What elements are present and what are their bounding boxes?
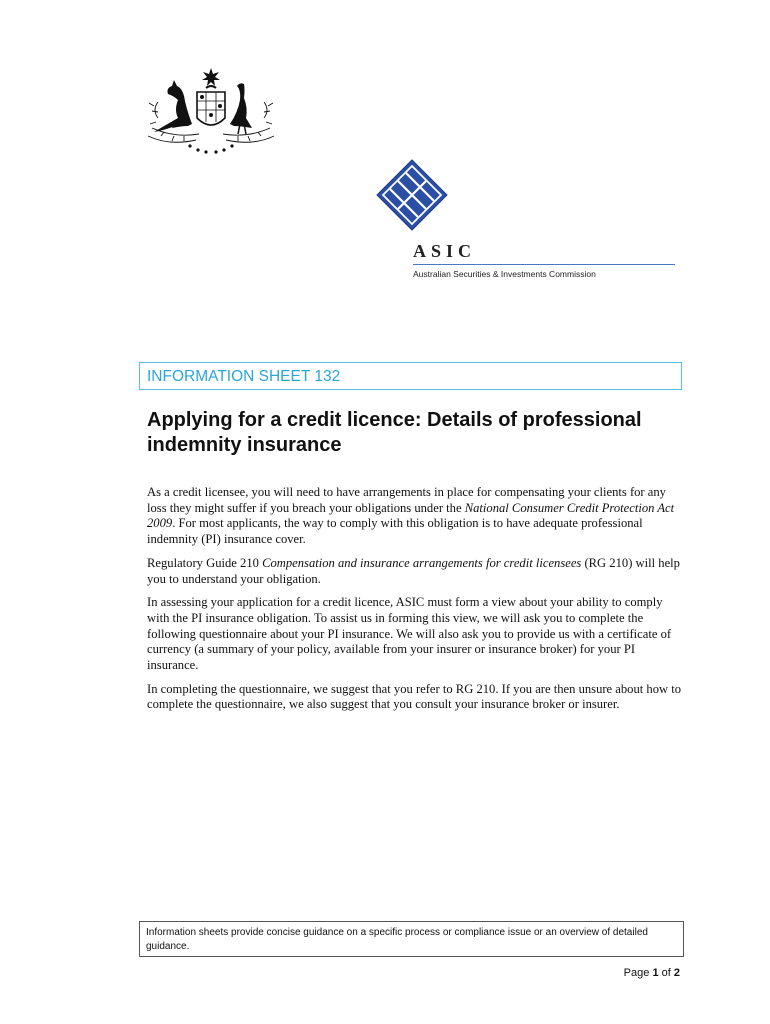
paragraph-1-text-b: . For most applicants, the way to comply with this obligation is to have adequate professional indemnity (PI) insurance cover. bbox=[147, 516, 643, 547]
document-body bbox=[147, 485, 683, 721]
paragraph-2-text-b: (RG 210) will help you to understand your obligation. bbox=[147, 555, 680, 586]
of-word: of bbox=[661, 967, 671, 979]
crest-wreath-icon bbox=[206, 86, 216, 88]
paragraph-1 bbox=[147, 485, 683, 548]
coat-of-arms-crest bbox=[144, 66, 278, 158]
asic-divider bbox=[413, 264, 675, 265]
crest-shield-icon bbox=[197, 92, 225, 125]
wattle-right-icon bbox=[223, 102, 274, 142]
current-page: 1 bbox=[652, 967, 659, 979]
asic-wordmark: ASIC bbox=[413, 241, 477, 261]
total-pages: 2 bbox=[673, 967, 680, 979]
paragraph-2-text-a: Regulatory Guide 210 bbox=[147, 555, 263, 570]
emu-icon bbox=[230, 83, 252, 134]
wattle-bottom-icon bbox=[188, 144, 233, 153]
asic-full-name: Australian Securities & Investments Commission bbox=[413, 269, 596, 279]
page-word: Page bbox=[623, 967, 650, 979]
act-title: National Consumer Credit Protection Act 2009 bbox=[147, 500, 675, 531]
footer-note-box bbox=[139, 921, 684, 957]
footer-note: Information sheets provide concise guidance on a specific process or compliance issue or an overview of detailed guidance. bbox=[146, 927, 648, 952]
asic-diamond-icon bbox=[377, 160, 447, 230]
paragraph-4: In completing the questionnaire, we suggest that you refer to RG 210. If you are then unsure about how to complete the questionnaire, we also suggest that you consult your insurance broker or insurer. bbox=[147, 681, 682, 712]
page-number bbox=[624, 967, 680, 979]
paragraph-2 bbox=[147, 556, 683, 587]
guide-title: Compensation and insurance arrangements for credit licensees bbox=[262, 555, 582, 570]
series-label: INFORMATION SHEET 132 bbox=[147, 368, 341, 385]
asic-logo bbox=[376, 159, 676, 281]
kangaroo-icon bbox=[154, 80, 192, 132]
paragraph-3: In assessing your application for a credit licence, ASIC must form a view about your ability to comply with the PI insurance obligation. To assist us in forming this view, we will ask you to complete the following questionnaire about your PI insurance. We will also ask you to provide us with a certificate of currency (a summary of your policy, available from your insurer or insurance broker) for your PI insurance. bbox=[147, 595, 672, 673]
crest-star-icon bbox=[202, 68, 220, 86]
document-title: Applying for a credit licence: Details of professional indemnity insurance bbox=[147, 409, 642, 456]
series-label-box bbox=[139, 362, 682, 390]
paragraph-1-text-a: As a credit licensee, you will need to have arrangements in place for compensating your clients for any loss they might suffer if you breach your obligations under the bbox=[147, 485, 666, 515]
